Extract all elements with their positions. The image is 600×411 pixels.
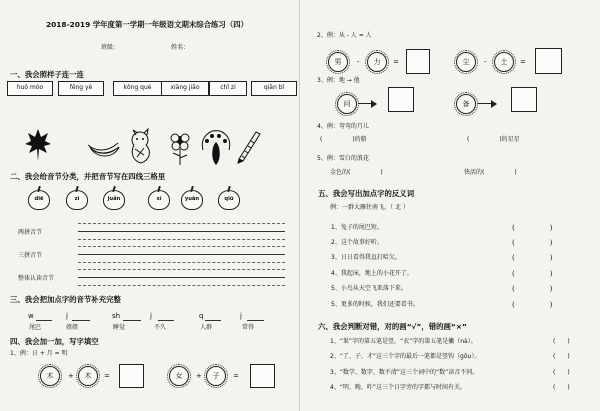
blank-initial-5: q <box>199 312 204 320</box>
word-2: 姐姐 <box>66 324 79 331</box>
blank-line-1 <box>36 320 52 321</box>
left-gear-2-label: 木 <box>84 372 92 380</box>
syllable-4-label: xí <box>156 196 162 202</box>
tiger-picture <box>126 127 156 165</box>
antonym-bracket-6: ( ) <box>512 301 553 309</box>
section-one-heading: 一、我会照样子连一连 <box>10 70 84 79</box>
answer-box-3[interactable] <box>406 49 430 74</box>
question-five-example: 5、例：雪白的浪花 <box>317 155 369 162</box>
minus-sign-2: - <box>484 58 487 66</box>
section-four-heading: 四、我会加一加，写字填空 <box>10 337 99 346</box>
blank-line-2 <box>72 320 90 321</box>
left-gear-1 <box>40 366 60 386</box>
pinyin-word-box-4: xiāng jiāo <box>161 81 209 96</box>
left-gear-4 <box>206 366 226 386</box>
blank-line-3 <box>123 320 141 321</box>
left-gear-3-label: 女 <box>175 372 183 380</box>
whole-syllables-label: 整体认读音节 <box>18 275 55 282</box>
section-six-item-2: 2、“了、子、才”这三个字的最后一笔都是竖钩（gōu）。 <box>330 353 481 360</box>
apple-syllable-2 <box>66 190 88 210</box>
syllable-2-label: zì <box>74 196 80 202</box>
syllable-6-label: qiū <box>224 196 234 202</box>
right-gear-1-label: 男 <box>334 58 342 66</box>
right-gear-1 <box>328 52 348 72</box>
left-gear-3 <box>169 366 189 386</box>
pencil-picture <box>234 128 262 164</box>
left-gear-1-label: 木 <box>46 372 54 380</box>
banana-picture <box>86 138 122 160</box>
writing-line-1-top <box>78 223 285 224</box>
section-five-example: 例：一群大雁往南飞。（ 北 ） <box>330 204 409 211</box>
right-arrow-2 <box>478 103 496 104</box>
right-gear-2 <box>367 52 387 72</box>
judgment-mark-1: ( ) <box>553 338 570 345</box>
section-two-heading: 二、我会给音节分类，并把音节写在四线三格里 <box>10 172 166 181</box>
word-3: 睡觉 <box>113 324 126 331</box>
antonym-bracket-4: ( ) <box>512 270 553 278</box>
plus-sign-2: + <box>196 372 202 380</box>
minus-sign-1: - <box>357 58 360 66</box>
writing-line-3-bottom <box>78 285 285 286</box>
section-five-heading: 五、我会写出加点字的反义词 <box>318 189 415 198</box>
word-5: 人群 <box>200 324 213 331</box>
question-four-example: 4、例：弯弯的月儿 <box>317 123 369 130</box>
right-gear-4 <box>494 52 514 72</box>
class-label: 班级： <box>101 44 120 51</box>
section-five-item-2: 2、这个故事好听。 <box>331 239 383 246</box>
pinyin-word-box-3: kǒng què <box>113 81 162 96</box>
antonym-bracket-3: ( ) <box>512 254 553 262</box>
right-gear-5-label: 问 <box>343 100 351 108</box>
antonym-bracket-2: ( ) <box>512 239 553 247</box>
apple-syllable-3 <box>103 190 125 210</box>
word-4: 不久 <box>154 324 167 331</box>
section-three-heading: 三、我会把加点字的音节补充完整 <box>10 295 121 304</box>
antonym-bracket-5: ( ) <box>512 285 553 293</box>
equals-sign-3: = <box>393 58 399 66</box>
apple-syllable-1 <box>28 190 50 210</box>
section-six-heading: 六、我会判断对错，对的画“√”，错的画“×” <box>318 322 467 331</box>
right-gear-6 <box>456 94 476 114</box>
right-gear-5 <box>337 94 357 114</box>
page-divider <box>299 0 300 411</box>
pinyin-word-box-2: fēng yè <box>58 81 104 96</box>
antonym-bracket-1: ( ) <box>512 224 553 232</box>
question-five-right-blank: 快活的( ) <box>464 169 517 176</box>
section-five-item-1: 1、兔子的尾巴短。 <box>331 224 383 231</box>
pinyin-word-box-6: qiān bǐ <box>251 81 297 96</box>
judgment-mark-4: ( ) <box>553 384 570 391</box>
section-six-item-3: 3、“数学、数字、数不清”这三个词中的“数”读音不同。 <box>330 369 479 376</box>
blank-line-5 <box>205 320 221 321</box>
plus-sign-1: + <box>68 372 74 380</box>
blank-initial-2: j <box>66 312 68 320</box>
answer-box-6[interactable] <box>511 87 537 112</box>
blank-line-6 <box>247 320 264 321</box>
flower-picture <box>169 131 191 166</box>
equals-sign-2: = <box>233 372 239 380</box>
answer-box-1[interactable] <box>119 364 144 388</box>
blank-initial-4: j <box>150 312 152 320</box>
section-five-item-4: 4、我起床，地上的小花开了。 <box>331 270 413 277</box>
worksheet-title: 2018-2019 学年度第一学期一年级语文期末综合练习（四） <box>46 20 248 29</box>
right-gear-3-label: 尘 <box>462 58 470 66</box>
addition-example: 1、例：日 + 月 = 明 <box>10 350 68 357</box>
two-part-syllables-label: 两拼音节 <box>18 229 43 236</box>
syllable-5-label: yuān <box>184 196 200 202</box>
apple-syllable-6 <box>218 190 240 210</box>
equals-sign-1: = <box>104 372 110 380</box>
word-6: 常得 <box>242 324 255 331</box>
answer-box-2[interactable] <box>250 364 275 388</box>
answer-box-4[interactable] <box>535 48 562 74</box>
blank-line-4 <box>158 320 174 321</box>
section-five-item-3: 3、日日看得我直打哈欠。 <box>331 254 401 261</box>
left-gear-2 <box>78 366 98 386</box>
section-five-item-5: 5、小鸟从天空飞来落下来。 <box>331 285 407 292</box>
writing-line-3-middle <box>78 277 285 278</box>
writing-line-1-bottom <box>78 239 285 240</box>
apple-syllable-5 <box>181 190 203 210</box>
right-gear-4-label: 土 <box>500 58 508 66</box>
right-gear-2-label: 力 <box>373 58 381 66</box>
syllable-1-label: diē <box>34 196 44 202</box>
three-part-syllables-label: 三拼音节 <box>18 252 43 259</box>
question-four-left-blank: ( )的船 <box>320 136 367 143</box>
apple-syllable-4 <box>148 190 170 210</box>
blank-initial-3: sh <box>112 312 121 320</box>
judgment-mark-3: ( ) <box>553 369 570 376</box>
answer-box-5[interactable] <box>388 87 414 112</box>
question-three-example: 3、例：地 → 他 <box>317 77 360 84</box>
word-1: 尾巴 <box>29 324 42 331</box>
equals-sign-4: = <box>520 58 526 66</box>
left-gear-4-label: 子 <box>212 372 220 380</box>
writing-line-2-bottom <box>78 262 285 263</box>
blank-initial-1: w <box>28 312 34 320</box>
pinyin-word-box-1: huǒ móo <box>7 81 53 96</box>
writing-line-2-middle <box>78 254 285 255</box>
right-gear-6-label: 备 <box>462 100 470 108</box>
section-five-item-6: 5、更多的时候，我们还要看书。 <box>331 301 419 308</box>
section-six-item-1: 1、“果”字的第五笔是竖，“衣”字的第五笔是撇（nà）。 <box>330 338 477 345</box>
section-six-item-4: 4、“明、晚、昨”这三个日字旁的字都与时间有关。 <box>330 384 467 391</box>
peacock-picture <box>199 128 233 166</box>
writing-line-3-top <box>78 269 285 270</box>
question-four-right-blank: ( )的星星 <box>467 136 520 143</box>
writing-line-2-top <box>78 246 285 247</box>
syllable-3-label: juǎn <box>107 196 121 202</box>
question-two-example: 2、例：从 - 人 = 人 <box>317 32 372 39</box>
right-gear-3 <box>456 52 476 72</box>
maple-leaf-picture <box>24 128 52 162</box>
writing-line-1-middle <box>78 231 285 232</box>
question-five-left-blank: 金色的( ) <box>330 169 383 176</box>
judgment-mark-2: ( ) <box>553 353 570 360</box>
pinyin-word-box-5: chǐ zi <box>209 81 247 96</box>
blank-initial-6: j <box>240 312 242 320</box>
name-label: 姓名： <box>171 44 190 51</box>
right-arrow-1 <box>358 103 376 104</box>
